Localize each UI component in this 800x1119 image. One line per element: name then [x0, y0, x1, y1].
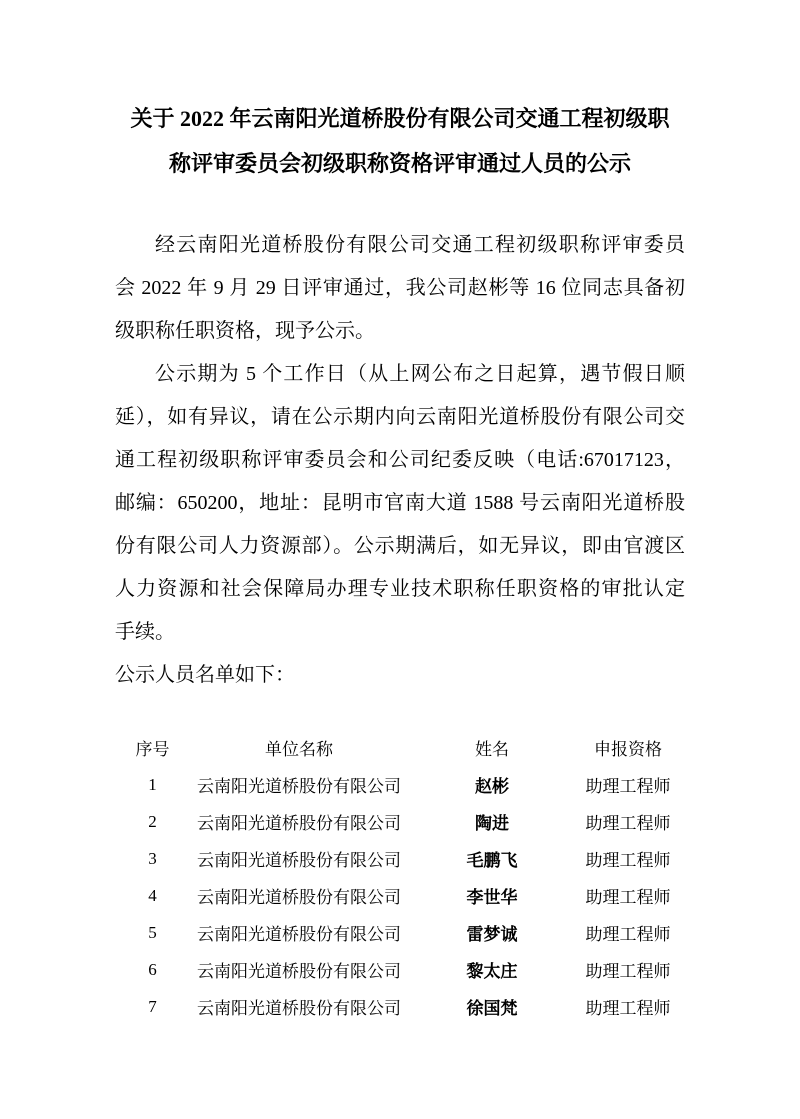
cell-qualification: 助理工程师 — [585, 888, 671, 907]
table-row-2 — [115, 803, 685, 840]
cell-company: 云南阳光道桥股份有限公司 — [197, 814, 401, 833]
paragraph-1 — [115, 224, 685, 353]
paragraph-line: 份有限公司人力资源部）。公示期满后，如无异议，即由官渡区 — [115, 535, 685, 557]
cell-qualification: 助理工程师 — [585, 851, 671, 870]
cell-index: 7 — [148, 996, 157, 1016]
paragraph-3 — [115, 654, 685, 697]
cell-qualification: 助理工程师 — [585, 925, 671, 944]
cell-company: 云南阳光道桥股份有限公司 — [197, 777, 401, 796]
paragraph-line: 经云南阳光道桥股份有限公司交通工程初级职称评审委员 — [155, 234, 685, 256]
paragraph-line: 手续。 — [115, 621, 175, 643]
table-row-6 — [115, 951, 685, 988]
paragraph-line: 级职称任职资格，现予公示。 — [115, 320, 375, 342]
cell-company: 云南阳光道桥股份有限公司 — [197, 925, 401, 944]
paragraph-line: 公示人员名单如下： — [115, 664, 295, 686]
table-row-3 — [115, 840, 685, 877]
cell-index: 3 — [148, 848, 157, 868]
table-row-5 — [115, 914, 685, 951]
cell-name: 徐国梵 — [466, 999, 518, 1018]
document-title — [115, 96, 685, 186]
cell-name: 赵彬 — [475, 777, 509, 796]
paragraph-line: 延），如有异议，请在公示期内向云南阳光道桥股份有限公司交 — [115, 406, 685, 428]
paragraph-line: 公示期为 5 个工作日（从上网公布之日起算，遇节假日顺 — [155, 363, 685, 385]
cell-company: 云南阳光道桥股份有限公司 — [197, 851, 401, 870]
table-row-4 — [115, 877, 685, 914]
cell-qualification: 助理工程师 — [585, 962, 671, 981]
cell-name: 李世华 — [466, 888, 518, 907]
cell-index: 5 — [148, 922, 157, 942]
paragraph-line: 人力资源和社会保障局办理专业技术职称任职资格的审批认定 — [115, 578, 685, 600]
cell-index: 6 — [148, 959, 157, 979]
cell-company: 云南阳光道桥股份有限公司 — [197, 888, 401, 907]
cell-company: 云南阳光道桥股份有限公司 — [197, 962, 401, 981]
header-cell-index: 序号 — [135, 740, 170, 759]
paragraph-2 — [115, 353, 685, 654]
document-title-line-1: 关于 2022 年云南阳光道桥股份有限公司交通工程初级职 — [130, 106, 670, 131]
cell-index: 4 — [148, 885, 157, 905]
table-row-1 — [115, 766, 685, 803]
cell-index: 1 — [148, 774, 157, 794]
cell-name: 黎太庄 — [466, 962, 518, 981]
header-cell-company: 单位名称 — [265, 740, 333, 759]
header-cell-qualification: 申报资格 — [594, 740, 662, 759]
roster-table — [115, 729, 685, 1025]
header-cell-name: 姓名 — [475, 740, 509, 759]
document-body — [115, 224, 685, 697]
cell-name: 毛鹏飞 — [466, 851, 518, 870]
table-row-7 — [115, 988, 685, 1025]
cell-index: 2 — [148, 811, 157, 831]
cell-name: 陶进 — [475, 814, 509, 833]
document-page — [115, 96, 685, 1025]
paragraph-line: 邮编：650200，地址：昆明市官南大道 1588 号云南阳光道桥股 — [115, 492, 685, 514]
cell-qualification: 助理工程师 — [585, 999, 671, 1018]
cell-qualification: 助理工程师 — [585, 814, 671, 833]
cell-name: 雷梦诚 — [466, 925, 518, 944]
table-header-row — [115, 729, 685, 766]
cell-qualification: 助理工程师 — [585, 777, 671, 796]
cell-company: 云南阳光道桥股份有限公司 — [197, 999, 401, 1018]
paragraph-line: 会 2022 年 9 月 29 日评审通过，我公司赵彬等 16 位同志具备初 — [115, 277, 685, 299]
paragraph-line: 通工程初级职称评审委员会和公司纪委反映（电话:67017123， — [115, 449, 685, 471]
document-title-line-2: 称评审委员会初级职称资格评审通过人员的公示 — [168, 151, 631, 176]
